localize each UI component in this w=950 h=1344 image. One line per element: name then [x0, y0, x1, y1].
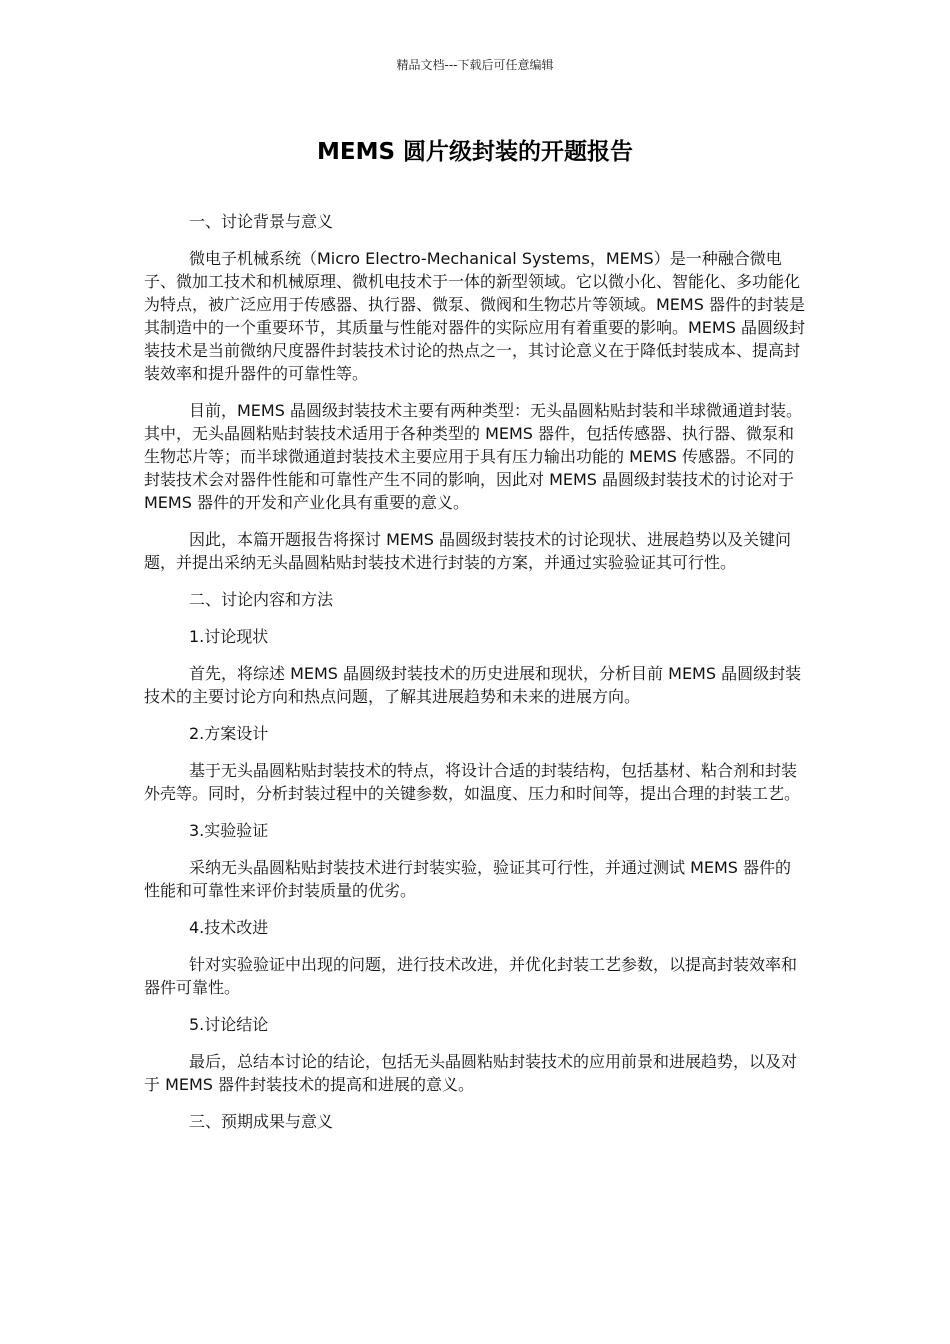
paragraph-status: 首先，将综述 MEMS 晶圆级封装技术的历史进展和现状，分析目前 MEMS 晶圆级封装技术的主要讨论方向和热点问题，了解其进展趋势和未来的进展方向。 — [144, 664, 802, 706]
paragraph-experiment: 采纳无头晶圆粘贴封装技术进行封装实验，验证其可行性，并通过测试 MEMS 器件的性能和可靠性来评价封装质量的优劣。 — [144, 858, 792, 900]
subheading-conclusion: 5.讨论结论 — [189, 1015, 269, 1034]
paragraph-conclusion: 最后，总结本讨论的结论，包括无头晶圆粘贴封装技术的应用前景和进展趋势，以及对于 MEMS 器件封装技术的提高和进展的意义。 — [144, 1052, 798, 1094]
subheading-design: 2.方案设计 — [189, 724, 269, 743]
subheading-status: 1.讨论现状 — [189, 627, 269, 646]
section-heading-content-methods: 二、讨论内容和方法 — [189, 590, 334, 609]
subheading-experiment: 3.实验验证 — [189, 821, 269, 840]
paragraph-mems-intro: 微电子机械系统（Micro Electro-Mechanical Systems，MEMS）是一种融合微电子、微加工技术和机械原理、微机电技术于一体的新型领域。它以微小化、智能化、多功能化为特点，被广泛应用于传感器、执行器、微泵、微阀和生物芯片等领域。MEMS 器件的封装是其制造中的一个重要环节，其质量与性能对器件的实际应用有着重要的影响。MEMS 晶圆级封装技术是当前微纳尺度器件封装技术讨论的热点之一，其讨论意义在于降低封装成本、提高封装效率和提升器件的可靠性等。 — [144, 249, 805, 383]
section-heading-background: 一、讨论背景与意义 — [189, 212, 334, 231]
document-title: MEMS 圆片级封装的开题报告 — [316, 139, 634, 165]
subheading-improvement: 4.技术改进 — [189, 918, 269, 937]
section-heading-expected-results: 三、预期成果与意义 — [189, 1112, 334, 1131]
paragraph-packaging-types: 目前，MEMS 晶圆级封装技术主要有两种类型：无头晶圆粘贴封装和半球微通道封装。其中，无头晶圆粘贴封装技术适用于各种类型的 MEMS 器件，包括传感器、执行器、微泵和生物芯片等；而半球微通道封装技术主要应用于具有压力输出功能的 MEMS 传感器。不同的封装技术会对器件性能和可靠性产生不同的影响，因此对 MEMS 晶圆级封装技术的讨论对于 MEMS 器件的开发和产业化具有重要的意义。 — [144, 401, 802, 512]
paragraph-improvement: 针对实验验证中出现的问题，进行技术改进，并优化封装工艺参数，以提高封装效率和器件可靠性。 — [144, 955, 798, 997]
document-body — [144, 210, 806, 1147]
page-header-note: 精品文档---下载后可任意编辑 — [396, 58, 554, 72]
paragraph-design: 基于无头晶圆粘贴封装技术的特点，将设计合适的封装结构，包括基材、粘合剂和封装外壳等。同时，分析封装过程中的关键参数，如温度、压力和时间等，提出合理的封装工艺。 — [144, 761, 801, 803]
paragraph-report-purpose: 因此，本篇开题报告将探讨 MEMS 晶圆级封装技术的讨论现状、进展趋势以及关键问题，并提出采纳无头晶圆粘贴封装技术进行封装的方案，并通过实验验证其可行性。 — [144, 530, 792, 572]
